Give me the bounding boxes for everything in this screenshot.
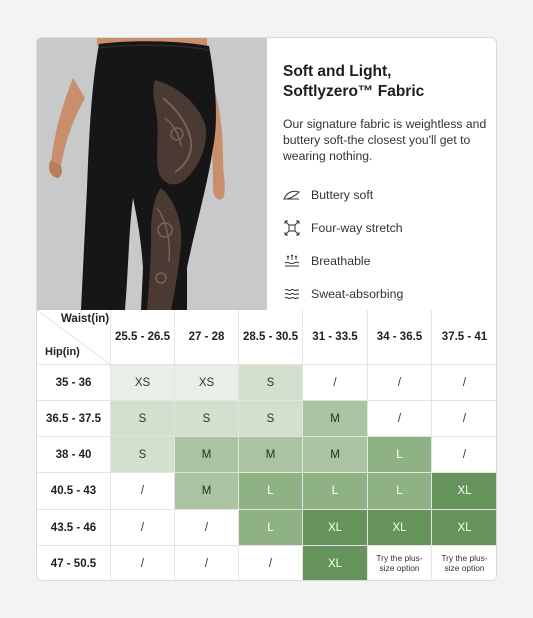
feature-item-sweat-absorbing bbox=[283, 277, 488, 310]
size-cell: XL bbox=[432, 473, 497, 510]
waist-header: 28.5 - 30.5 bbox=[239, 310, 303, 365]
size-cell: S bbox=[239, 365, 303, 401]
waist-axis-label: Waist(in) bbox=[61, 313, 110, 325]
fabric-title-line1: Soft and Light, bbox=[283, 63, 392, 80]
waist-header: 34 - 36.5 bbox=[368, 310, 432, 365]
waist-header: 25.5 - 26.5 bbox=[111, 310, 175, 365]
hip-header: 35 - 36 bbox=[37, 365, 111, 401]
feather-icon bbox=[283, 187, 301, 203]
hip-axis-label: Hip(in) bbox=[45, 346, 80, 358]
feature-label: Four-way stretch bbox=[311, 220, 403, 235]
size-cell: S bbox=[175, 401, 239, 437]
size-cell: S bbox=[111, 401, 175, 437]
size-cell: M bbox=[239, 437, 303, 473]
waist-header: 27 - 28 bbox=[175, 310, 239, 365]
size-cell: L bbox=[239, 510, 303, 546]
waves-icon bbox=[283, 286, 301, 302]
hip-header: 36.5 - 37.5 bbox=[37, 401, 111, 437]
size-cell: / bbox=[432, 437, 497, 473]
feature-list bbox=[283, 178, 488, 310]
size-cell: / bbox=[111, 546, 175, 581]
size-cell: XS bbox=[111, 365, 175, 401]
size-cell: L bbox=[368, 437, 432, 473]
feature-label: Breathable bbox=[311, 253, 371, 268]
feature-label: Buttery soft bbox=[311, 187, 374, 202]
size-cell: XL bbox=[368, 510, 432, 546]
size-cell: XL bbox=[432, 510, 497, 546]
table-corner bbox=[37, 310, 111, 365]
size-cell: / bbox=[432, 401, 497, 437]
fabric-title bbox=[283, 62, 488, 102]
size-cell: S bbox=[239, 401, 303, 437]
fabric-title-line2: Softlyzero™ Fabric bbox=[283, 83, 425, 100]
size-cell: L bbox=[239, 473, 303, 510]
stretch-arrows-icon bbox=[283, 220, 301, 236]
size-cell: / bbox=[368, 401, 432, 437]
plus-size-note: Try the plus-size option bbox=[432, 546, 497, 581]
fabric-description: Our signature fabric is weightless and buttery soft-the closest you'll get to wearing nothing. bbox=[283, 117, 487, 163]
size-cell: / bbox=[175, 510, 239, 546]
feature-item-breathable bbox=[283, 244, 488, 277]
feature-label: Sweat-absorbing bbox=[311, 286, 404, 301]
size-cell: M bbox=[303, 401, 368, 437]
size-cell: XS bbox=[175, 365, 239, 401]
waist-header: 31 - 33.5 bbox=[303, 310, 368, 365]
plus-size-note: Try the plus-size option bbox=[368, 546, 432, 581]
size-cell: / bbox=[432, 365, 497, 401]
fabric-info bbox=[283, 62, 488, 310]
size-cell: M bbox=[175, 437, 239, 473]
size-cell: XL bbox=[303, 510, 368, 546]
size-cell: / bbox=[239, 546, 303, 581]
size-cell: / bbox=[368, 365, 432, 401]
feature-item-four-way-stretch bbox=[283, 211, 488, 244]
fabric-feature-section bbox=[37, 38, 497, 310]
product-card bbox=[36, 37, 497, 581]
product-photo bbox=[37, 38, 267, 310]
size-cell: L bbox=[303, 473, 368, 510]
size-chart-table bbox=[37, 310, 497, 581]
size-cell: XL bbox=[303, 546, 368, 581]
hip-header: 47 - 50.5 bbox=[37, 546, 111, 581]
hip-header: 38 - 40 bbox=[37, 437, 111, 473]
size-cell: S bbox=[111, 437, 175, 473]
size-cell: / bbox=[111, 510, 175, 546]
waist-header: 37.5 - 41 bbox=[432, 310, 497, 365]
hip-header: 43.5 - 46 bbox=[37, 510, 111, 546]
airflow-icon bbox=[283, 253, 301, 269]
size-cell: / bbox=[303, 365, 368, 401]
size-cell: / bbox=[175, 546, 239, 581]
feature-item-buttery-soft bbox=[283, 178, 488, 211]
size-cell: L bbox=[368, 473, 432, 510]
size-cell: M bbox=[303, 437, 368, 473]
size-cell: / bbox=[111, 473, 175, 510]
size-cell: M bbox=[175, 473, 239, 510]
hip-header: 40.5 - 43 bbox=[37, 473, 111, 510]
